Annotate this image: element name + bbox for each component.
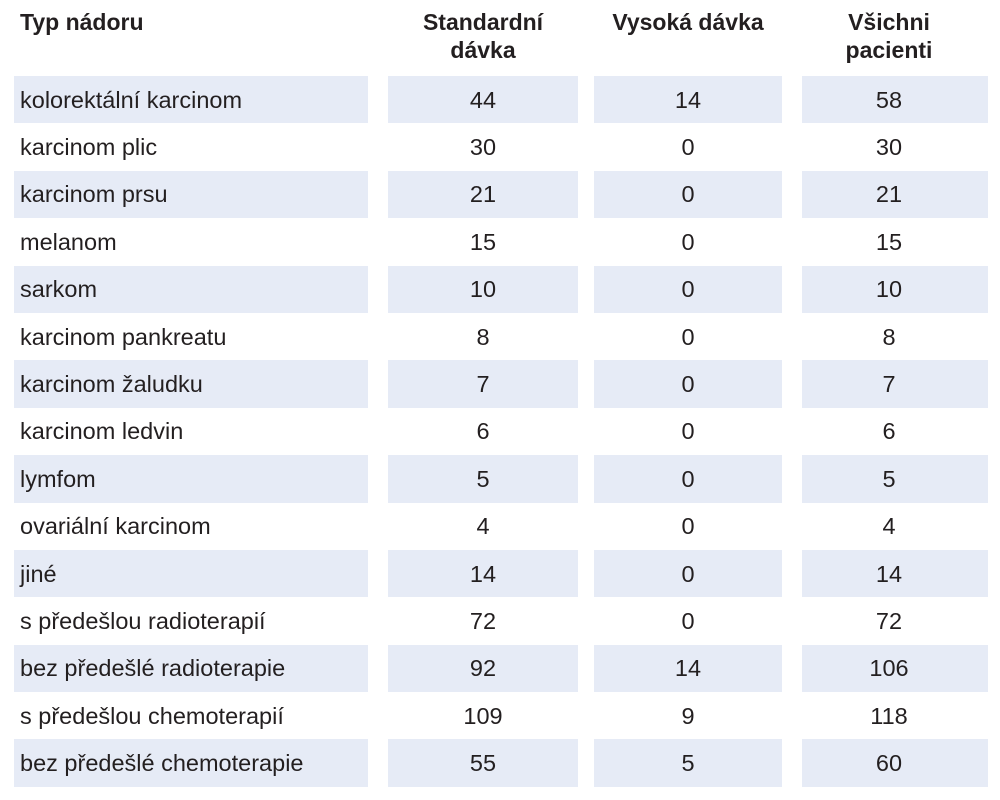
- table-row: [14, 455, 988, 502]
- cell-tumor-type: karcinom plic: [20, 134, 158, 161]
- cell-standard-dose: 10: [380, 266, 586, 313]
- cell-standard-dose: 109: [463, 702, 503, 729]
- cell-tumor-type: jiné: [14, 550, 380, 597]
- tumor-type-table: [14, 0, 988, 787]
- table-row: [14, 739, 988, 786]
- cell-standard-dose: 44: [380, 76, 586, 123]
- cell-all-patients: 58: [790, 76, 988, 123]
- table-row: [14, 692, 988, 739]
- cell-standard-dose: 21: [380, 171, 586, 218]
- cell-all-patients: 106: [790, 645, 988, 692]
- cell-all-patients: 10: [790, 266, 988, 313]
- cell-tumor-type: bez předešlé radioterapie: [14, 645, 380, 692]
- cell-all-patients: 15: [875, 228, 903, 255]
- cell-standard-dose: 92: [380, 645, 586, 692]
- table-header-row: [14, 0, 988, 76]
- table-row: [14, 313, 988, 360]
- table-row: [14, 550, 988, 597]
- cell-standard-dose: 4: [476, 513, 490, 540]
- cell-standard-dose: 15: [469, 228, 497, 255]
- cell-high-dose: 0: [681, 513, 695, 540]
- cell-tumor-type: karcinom pankreatu: [20, 323, 227, 350]
- cell-tumor-type: lymfom: [14, 455, 380, 502]
- cell-standard-dose: 55: [380, 739, 586, 786]
- cell-standard-dose: 5: [380, 455, 586, 502]
- cell-all-patients: 30: [875, 134, 903, 161]
- cell-standard-dose: 8: [476, 323, 490, 350]
- cell-tumor-type: ovariální karcinom: [20, 513, 211, 540]
- cell-high-dose: 0: [586, 171, 790, 218]
- table-row: [14, 123, 988, 170]
- cell-high-dose: 0: [586, 550, 790, 597]
- cell-all-patients: 21: [790, 171, 988, 218]
- table-body: [14, 76, 988, 787]
- cell-high-dose: 9: [681, 702, 695, 729]
- cell-tumor-type: karcinom prsu: [14, 171, 380, 218]
- cell-high-dose: 14: [586, 76, 790, 123]
- table-row: [14, 171, 988, 218]
- cell-high-dose: 0: [681, 418, 695, 445]
- cell-all-patients: 118: [870, 702, 908, 729]
- header-standard-dose: Standardní dávka: [422, 9, 544, 63]
- cell-all-patients: 72: [875, 607, 903, 634]
- cell-high-dose: 0: [681, 134, 695, 161]
- cell-tumor-type: bez předešlé chemoterapie: [14, 739, 380, 786]
- cell-tumor-type: s předešlou chemoterapií: [20, 702, 284, 729]
- cell-standard-dose: 72: [469, 607, 497, 634]
- cell-all-patients: 8: [882, 323, 896, 350]
- cell-high-dose: 0: [681, 323, 695, 350]
- table-row: [14, 408, 988, 455]
- cell-tumor-type: kolorektální karcinom: [14, 76, 380, 123]
- cell-all-patients: 7: [790, 360, 988, 407]
- cell-tumor-type: karcinom žaludku: [14, 360, 380, 407]
- cell-tumor-type: melanom: [20, 228, 117, 255]
- cell-high-dose: 0: [586, 266, 790, 313]
- cell-standard-dose: 14: [380, 550, 586, 597]
- cell-tumor-type: s předešlou radioterapií: [20, 607, 266, 634]
- table-row: [14, 503, 988, 550]
- cell-high-dose: 0: [586, 455, 790, 502]
- cell-high-dose: 0: [681, 607, 695, 634]
- cell-high-dose: 14: [586, 645, 790, 692]
- cell-all-patients: 60: [790, 739, 988, 786]
- cell-all-patients: 4: [882, 513, 896, 540]
- header-all-patients: Všichni pacienti: [845, 9, 933, 63]
- cell-standard-dose: 7: [380, 360, 586, 407]
- cell-high-dose: 0: [681, 228, 695, 255]
- cell-high-dose: 0: [586, 360, 790, 407]
- cell-standard-dose: 30: [469, 134, 497, 161]
- cell-all-patients: 6: [882, 418, 896, 445]
- cell-all-patients: 14: [790, 550, 988, 597]
- table-row: [14, 360, 988, 407]
- table-row: [14, 218, 988, 265]
- header-tumor-type: Typ nádoru: [20, 9, 144, 35]
- header-high-dose: Vysoká dávka: [612, 9, 764, 35]
- cell-tumor-type: karcinom ledvin: [20, 418, 184, 445]
- cell-all-patients: 5: [790, 455, 988, 502]
- table-row: [14, 645, 988, 692]
- cell-tumor-type: sarkom: [14, 266, 380, 313]
- table-row: [14, 266, 988, 313]
- cell-standard-dose: 6: [476, 418, 490, 445]
- table-row: [14, 597, 988, 644]
- cell-high-dose: 5: [586, 739, 790, 786]
- table-row: [14, 76, 988, 123]
